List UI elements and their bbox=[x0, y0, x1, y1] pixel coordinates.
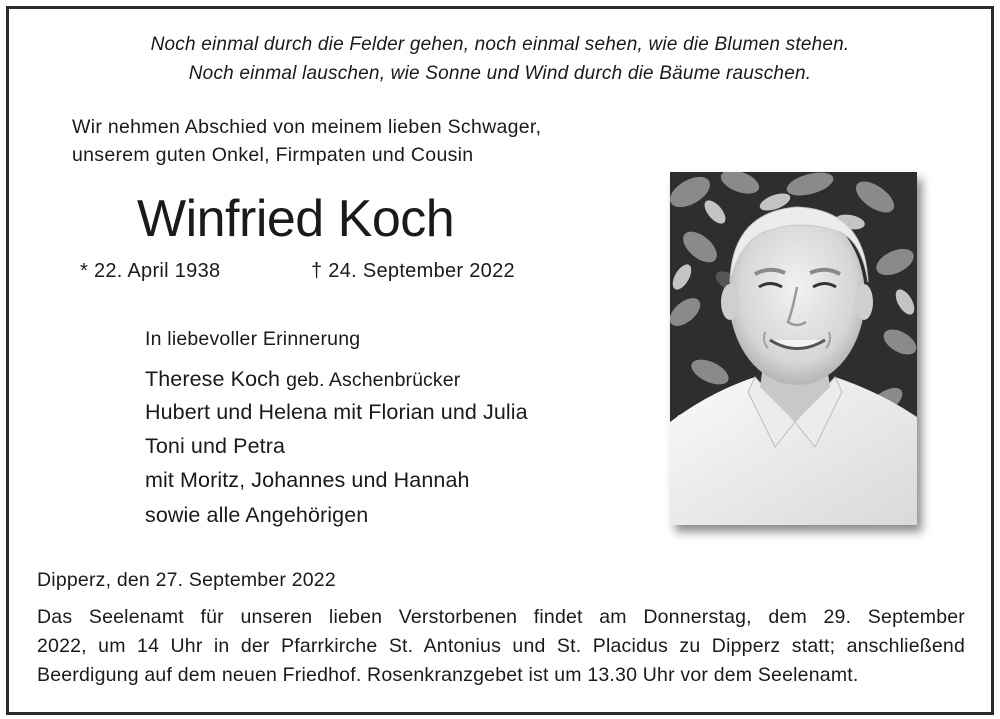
mourner-line-2: Hubert und Helena mit Florian und Julia bbox=[145, 400, 528, 424]
poem-line-2: Noch einmal lauschen, wie Sonne und Wind durch die Bäume rauschen. bbox=[188, 63, 812, 84]
service-line-1: Das Seelenamt für unseren lieben Verstorbenen findet am Donnerstag, dem 29. September bbox=[37, 606, 965, 628]
death-date: † 24. September 2022 bbox=[311, 260, 515, 282]
service-line-3: Beerdigung auf dem neuen Friedhof. Rosenkranzgebet ist um 13.30 Uhr vor dem Seelenamt. bbox=[37, 664, 859, 686]
intro-line-2: unserem guten Onkel, Firmpaten und Cousin bbox=[72, 144, 474, 166]
intro-line-1: Wir nehmen Abschied von meinem lieben Schwager, bbox=[72, 116, 542, 138]
mourner-line-4: mit Moritz, Johannes und Hannah bbox=[145, 468, 470, 492]
deceased-name: Winfried Koch bbox=[137, 190, 455, 248]
mourner-line-3: Toni und Petra bbox=[145, 434, 286, 458]
service-line-2: 2022, um 14 Uhr in der Pfarrkirche St. Antonius und St. Placidus zu Dipperz statt; anschließend bbox=[37, 635, 965, 657]
poem-line-1: Noch einmal durch die Felder gehen, noch einmal sehen, wie die Blumen stehen. bbox=[150, 34, 850, 55]
mourner-line-1 bbox=[145, 367, 460, 392]
birth-date: * 22. April 1938 bbox=[80, 260, 221, 282]
place-and-date: Dipperz, den 27. September 2022 bbox=[37, 569, 336, 591]
mourner-name: Therese Koch bbox=[145, 367, 281, 391]
mourner-maiden-name: geb. Aschenbrücker bbox=[286, 369, 461, 391]
portrait-illustration bbox=[670, 172, 917, 525]
memory-heading: In liebevoller Erinnerung bbox=[145, 328, 361, 350]
mourner-line-5: sowie alle Angehörigen bbox=[145, 503, 369, 527]
portrait-photo bbox=[670, 172, 917, 525]
